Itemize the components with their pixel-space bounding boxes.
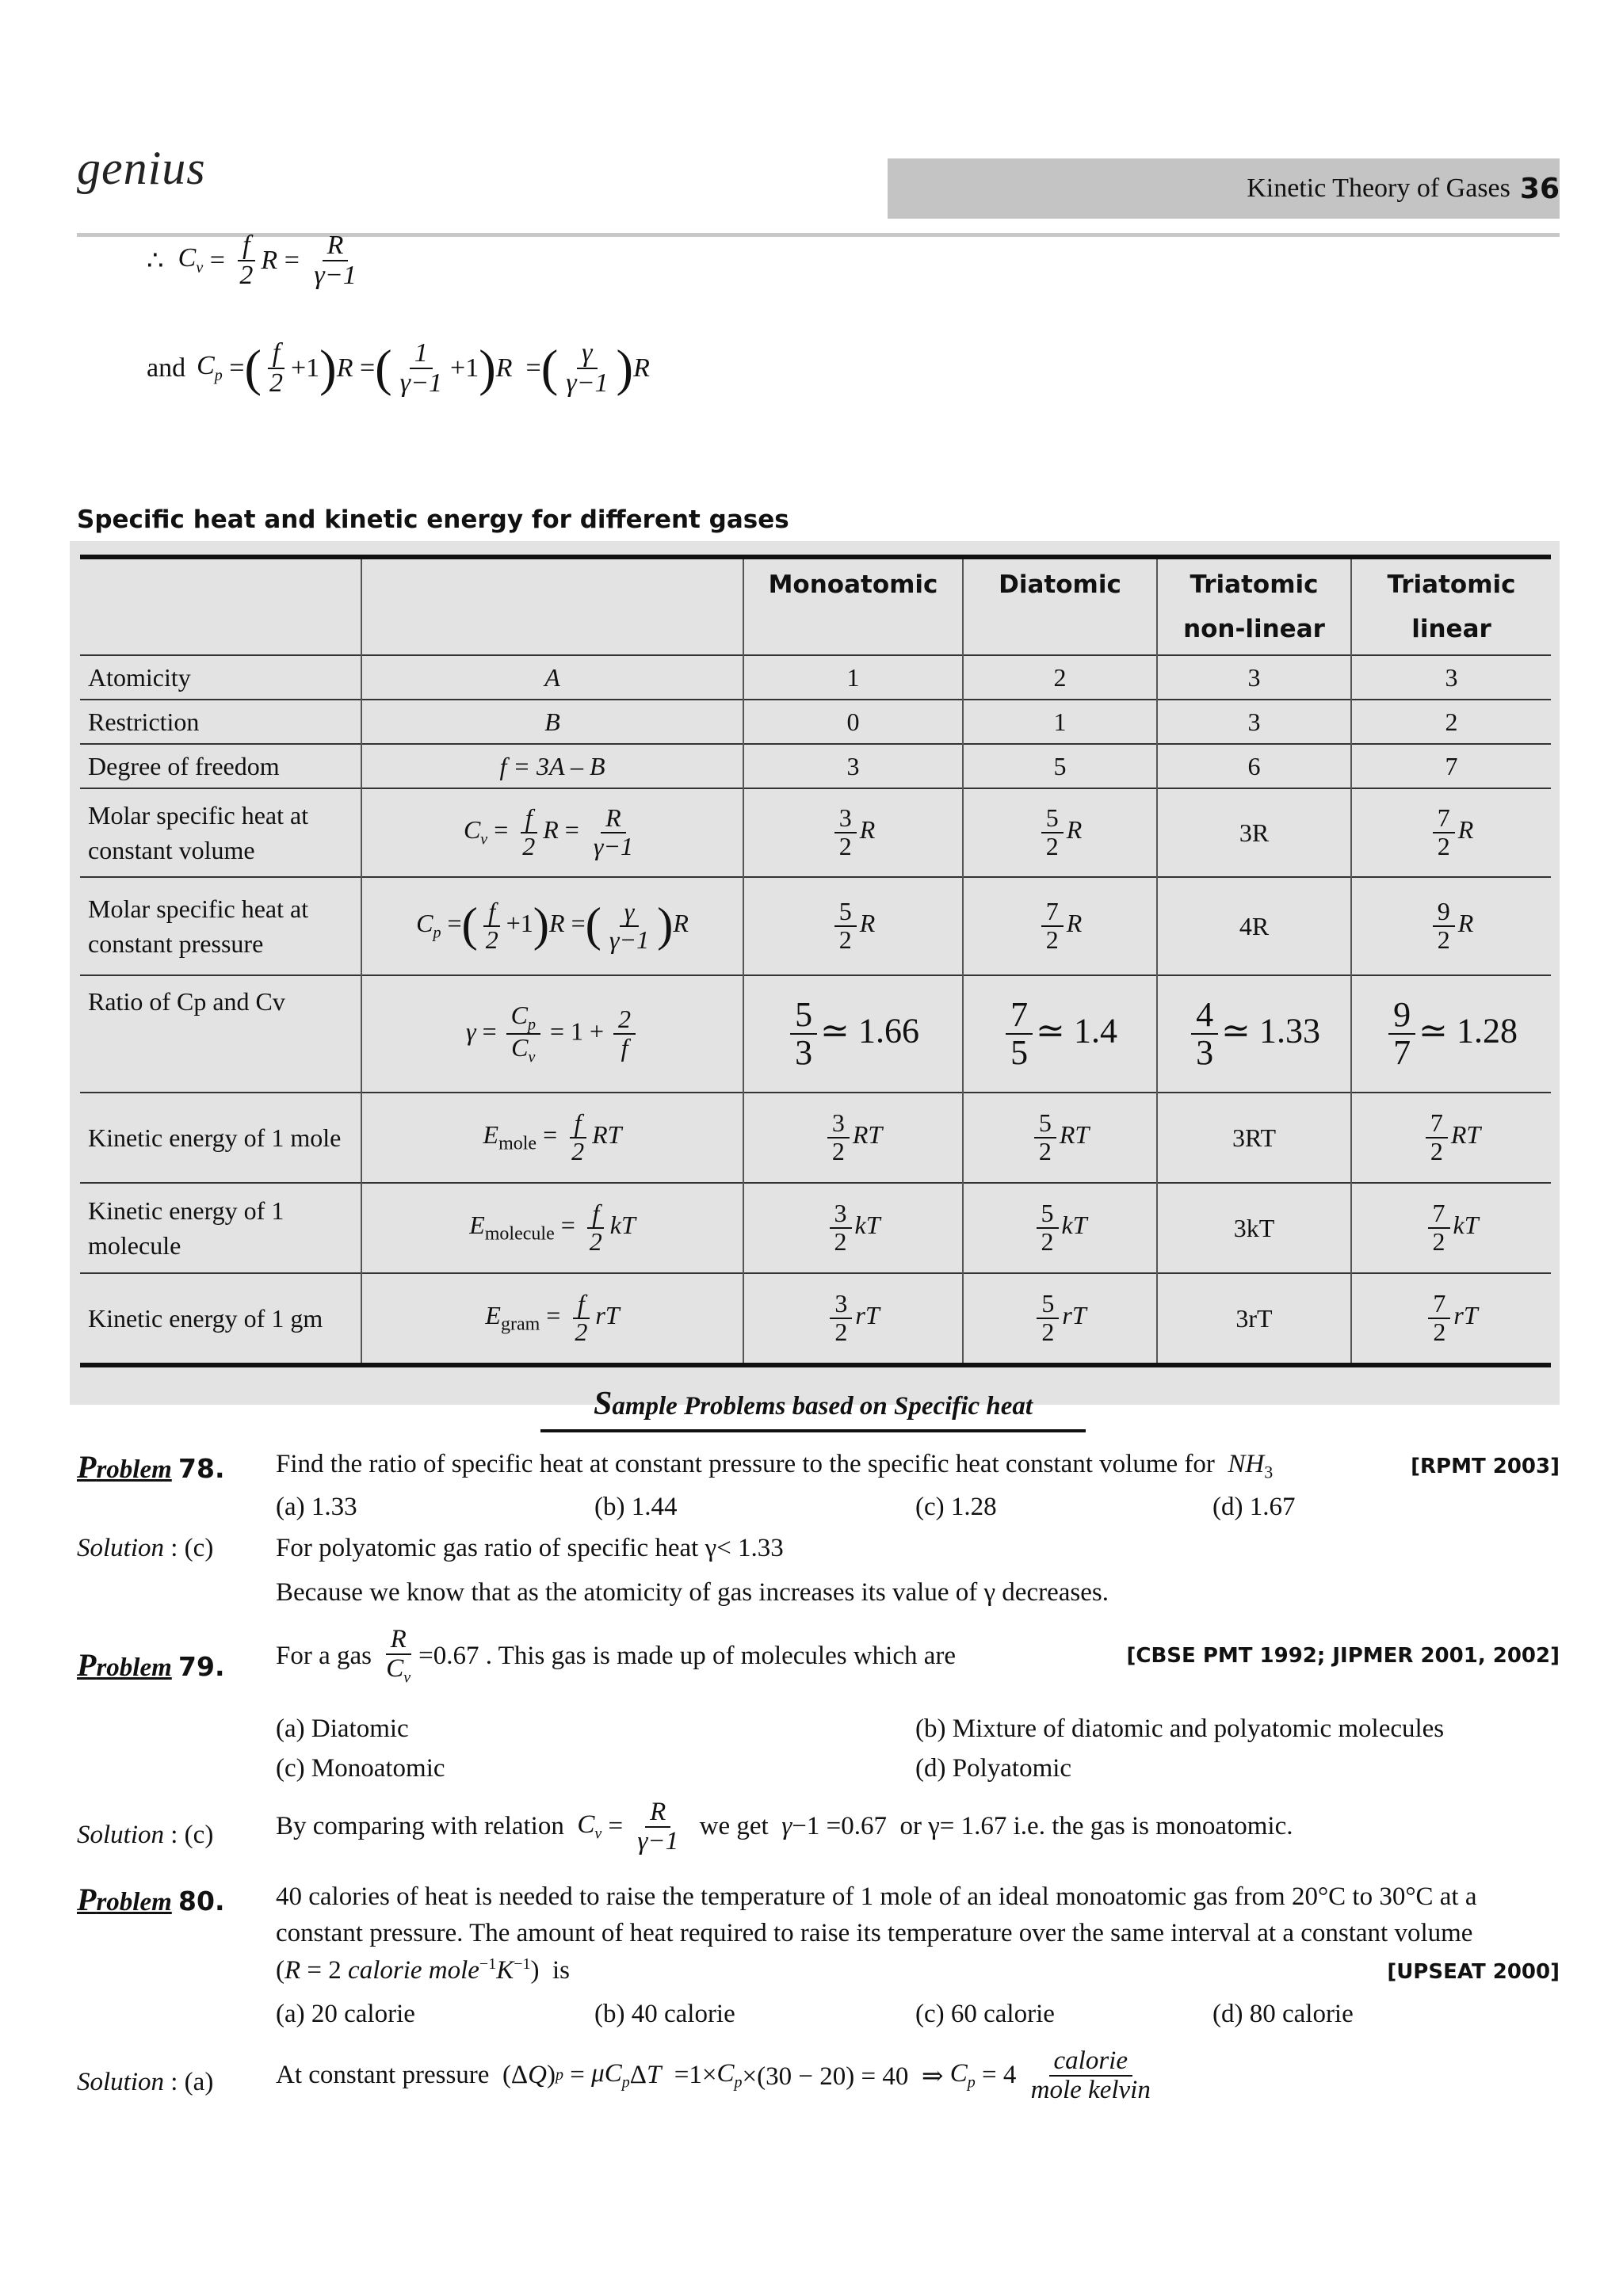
section-title: Specific heat and kinetic energy for different gases bbox=[77, 505, 789, 534]
cell-value: $\frac{5}{2}$ rT bbox=[963, 1273, 1157, 1365]
cell-value: $\frac{3}{2}$ kT bbox=[743, 1183, 963, 1273]
cell-value: $\frac{5}{2}$ R bbox=[743, 877, 963, 975]
brand-logo: genius bbox=[77, 142, 206, 194]
option-d: (d) 80 calorie bbox=[1212, 2000, 1354, 2028]
option-b: (b) 1.44 bbox=[594, 1493, 678, 1521]
cell-value: $\frac{4}{3}$ ≃ 1.33 bbox=[1157, 975, 1351, 1093]
cell-value: 3 bbox=[1157, 655, 1351, 700]
problem-80-label: Problem 80. bbox=[77, 1882, 225, 1917]
option-c: (c) 60 calorie bbox=[915, 2000, 1055, 2028]
row-label: Kinetic energy of 1 molecule bbox=[80, 1183, 361, 1273]
cell-value: 5 bbox=[963, 744, 1157, 788]
cell-value: 2 bbox=[1351, 700, 1551, 744]
cell-value: 6 bbox=[1157, 744, 1351, 788]
gas-table bbox=[80, 555, 1551, 1367]
cell-value: $\frac{7}{5}$ ≃ 1.4 bbox=[963, 975, 1157, 1093]
cell-value: 0 bbox=[743, 700, 963, 744]
option-c: (c) 1.28 bbox=[915, 1493, 997, 1521]
row-label: Restriction bbox=[80, 700, 361, 744]
cell-value: $\frac{7}{2}$ RT bbox=[1351, 1093, 1551, 1183]
problem-79-text: For a gas $\frac{R}{C_v}$ =0.67 . This gas is made up of molecules which are [CBSE PMT 1992; JIPMER 2001, 2002] bbox=[276, 1625, 1560, 1687]
cell-value: $\frac{9}{2}$ R bbox=[1351, 877, 1551, 975]
table-row bbox=[80, 744, 1551, 788]
sample-problems-title: Sample Problems based on Specific heat bbox=[593, 1386, 1033, 1422]
table-row bbox=[80, 700, 1551, 744]
row-formula: $E_{mole}$ = $\frac{f}{2}$ RT bbox=[361, 1093, 743, 1183]
row-label: Molar specific heat at constant pressure bbox=[80, 877, 361, 975]
header-title bbox=[888, 158, 1560, 219]
cell-value: $\frac{5}{2}$ kT bbox=[963, 1183, 1157, 1273]
problem-79-label: Problem 79. bbox=[77, 1647, 225, 1683]
cell-value: $\frac{5}{2}$ RT bbox=[963, 1093, 1157, 1183]
row-formula: $E_{molecule}$ = $\frac{f}{2}$ kT bbox=[361, 1183, 743, 1273]
row-formula: A bbox=[361, 655, 743, 700]
problem-78-text: Find the ratio of specific heat at constant pressure to the specific heat constant volume for $NH_3$ [RPMT 2003] bbox=[276, 1450, 1560, 1482]
cell-value: $\frac{3}{2}$ RT bbox=[743, 1093, 963, 1183]
cell-value: 3R bbox=[1157, 788, 1351, 877]
sample-title-underline bbox=[540, 1429, 1086, 1432]
solution-80-label: Solution : (a) bbox=[77, 2068, 214, 2096]
table-row bbox=[80, 975, 1551, 1093]
header-triatomic-linear: Triatomic linear bbox=[1351, 557, 1551, 655]
option-a: (a) 20 calorie bbox=[276, 2000, 415, 2028]
option-d: (d) Polyatomic bbox=[915, 1754, 1072, 1783]
solution-78-line2: Because we know that as the atomicity of gas increases its value of γ decreases. bbox=[276, 1578, 1109, 1607]
cell-value: $\frac{5}{2}$ R bbox=[963, 788, 1157, 877]
header-triatomic-nonlinear: Triatomic non-linear bbox=[1157, 557, 1351, 655]
cell-value: 3kT bbox=[1157, 1183, 1351, 1273]
option-c: (c) Monoatomic bbox=[276, 1754, 445, 1783]
cell-value: $\frac{5}{3}$ ≃ 1.66 bbox=[743, 975, 963, 1093]
row-formula: B bbox=[361, 700, 743, 744]
header-monoatomic: Monoatomic bbox=[743, 557, 963, 655]
row-label: Degree of freedom bbox=[80, 744, 361, 788]
table-row bbox=[80, 1093, 1551, 1183]
solution-79-label: Solution : (c) bbox=[77, 1821, 214, 1849]
cp-equation: and $C_p$ = ( $\frac{f}{2}$ +1 ) R = ( $\frac{1}{\gamma-1}$ +1 ) R = ( $\frac{\gamma}{\gamma-1}$ ) R bbox=[147, 338, 650, 398]
cell-value: 3 bbox=[743, 744, 963, 788]
option-b: (b) Mixture of diatomic and polyatomic molecules bbox=[915, 1714, 1445, 1743]
table-row bbox=[80, 877, 1551, 975]
table-row bbox=[80, 1273, 1551, 1365]
table-row bbox=[80, 1183, 1551, 1273]
problem-80-line2: constant pressure. The amount of heat required to raise its temperature over the same interval at a constant volume bbox=[276, 1919, 1473, 1947]
option-d: (d) 1.67 bbox=[1212, 1493, 1296, 1521]
header-cell bbox=[361, 557, 743, 655]
cell-value: 2 bbox=[963, 655, 1157, 700]
option-a: (a) Diatomic bbox=[276, 1714, 409, 1743]
cell-value: 1 bbox=[963, 700, 1157, 744]
chapter-title: Kinetic Theory of Gases bbox=[1247, 174, 1510, 203]
solution-78-label: Solution : (c) bbox=[77, 1534, 214, 1562]
problem-80-line1: 40 calories of heat is needed to raise the temperature of 1 mole of an ideal monoatomic gas from 20°C to 30°C at a bbox=[276, 1882, 1477, 1911]
solution-78-line1: For polyatomic gas ratio of specific heat γ< 1.33 bbox=[276, 1534, 784, 1562]
problem-80-line3: (R = 2 calorie $mole^{-1}K^{-1}$) is [UPSEAT 2000] bbox=[276, 1955, 1560, 1985]
row-label: Atomicity bbox=[80, 655, 361, 700]
cell-value: $\frac{3}{2}$ rT bbox=[743, 1273, 963, 1365]
row-formula: $C_p$ =( $\frac{f}{2}$ +1)R =( $\frac{\gamma}{\gamma-1}$ )R bbox=[361, 877, 743, 975]
cell-value: 4R bbox=[1157, 877, 1351, 975]
row-formula: γ = $\frac{C_p}{C_v}$ = 1 + $\frac{2}{f}$ bbox=[361, 975, 743, 1093]
cv-equation: ∴ $C_v$ = $\frac{f}{2}$ R = $\frac{R}{\gamma-1}$ bbox=[147, 231, 357, 290]
solution-79-text: By comparing with relation $C_v$ = $\frac{R}{\gamma-1}$ we get γ −1 =0.67 or γ= 1.67 i.e. the gas is monoatomic. bbox=[276, 1798, 1293, 1855]
option-a: (a) 1.33 bbox=[276, 1493, 357, 1521]
row-formula: f = 3A – B bbox=[361, 744, 743, 788]
cell-value: $\frac{7}{2}$ kT bbox=[1351, 1183, 1551, 1273]
row-label: Kinetic energy of 1 mole bbox=[80, 1093, 361, 1183]
row-label: Ratio of Cp and Cv bbox=[80, 975, 361, 1093]
therefore-symbol: ∴ bbox=[147, 246, 164, 276]
cell-value: $\frac{3}{2}$ R bbox=[743, 788, 963, 877]
table-row bbox=[80, 788, 1551, 877]
cell-value: 1 bbox=[743, 655, 963, 700]
header-diatomic: Diatomic bbox=[963, 557, 1157, 655]
cell-value: $\frac{7}{2}$ rT bbox=[1351, 1273, 1551, 1365]
row-formula: $E_{gram}$ = $\frac{f}{2}$ rT bbox=[361, 1273, 743, 1365]
cell-value: 3RT bbox=[1157, 1093, 1351, 1183]
row-label: Kinetic energy of 1 gm bbox=[80, 1273, 361, 1365]
option-b: (b) 40 calorie bbox=[594, 2000, 735, 2028]
solution-80-text: At constant pressure (Δ Q ) p = $\mu C_p$ Δ T =1× $C_p$ ×(30 − 20) = 40 ⇒ $C_p$ = 4 $\frac{\text{calorie}}{\text{mole kelvin}}$ bbox=[276, 2046, 1151, 2104]
and-word: and bbox=[147, 353, 186, 383]
cell-value: $\frac{7}{2}$ R bbox=[963, 877, 1157, 975]
cell-value: 3 bbox=[1157, 700, 1351, 744]
cell-value: $\frac{9}{7}$ ≃ 1.28 bbox=[1351, 975, 1551, 1093]
row-label: Molar specific heat at constant volume bbox=[80, 788, 361, 877]
table-row bbox=[80, 655, 1551, 700]
header-cell bbox=[80, 557, 361, 655]
cell-value: 7 bbox=[1351, 744, 1551, 788]
cell-value: 3 bbox=[1351, 655, 1551, 700]
table-header-row bbox=[80, 557, 1551, 655]
row-formula: $C_v$ = $\frac{f}{2}$ R = $\frac{R}{\gamma-1}$ bbox=[361, 788, 743, 877]
page-number: 36 bbox=[1519, 172, 1560, 205]
problem-78-label: Problem 78. bbox=[77, 1449, 225, 1485]
cell-value: 3rT bbox=[1157, 1273, 1351, 1365]
cell-value: $\frac{7}{2}$ R bbox=[1351, 788, 1551, 877]
